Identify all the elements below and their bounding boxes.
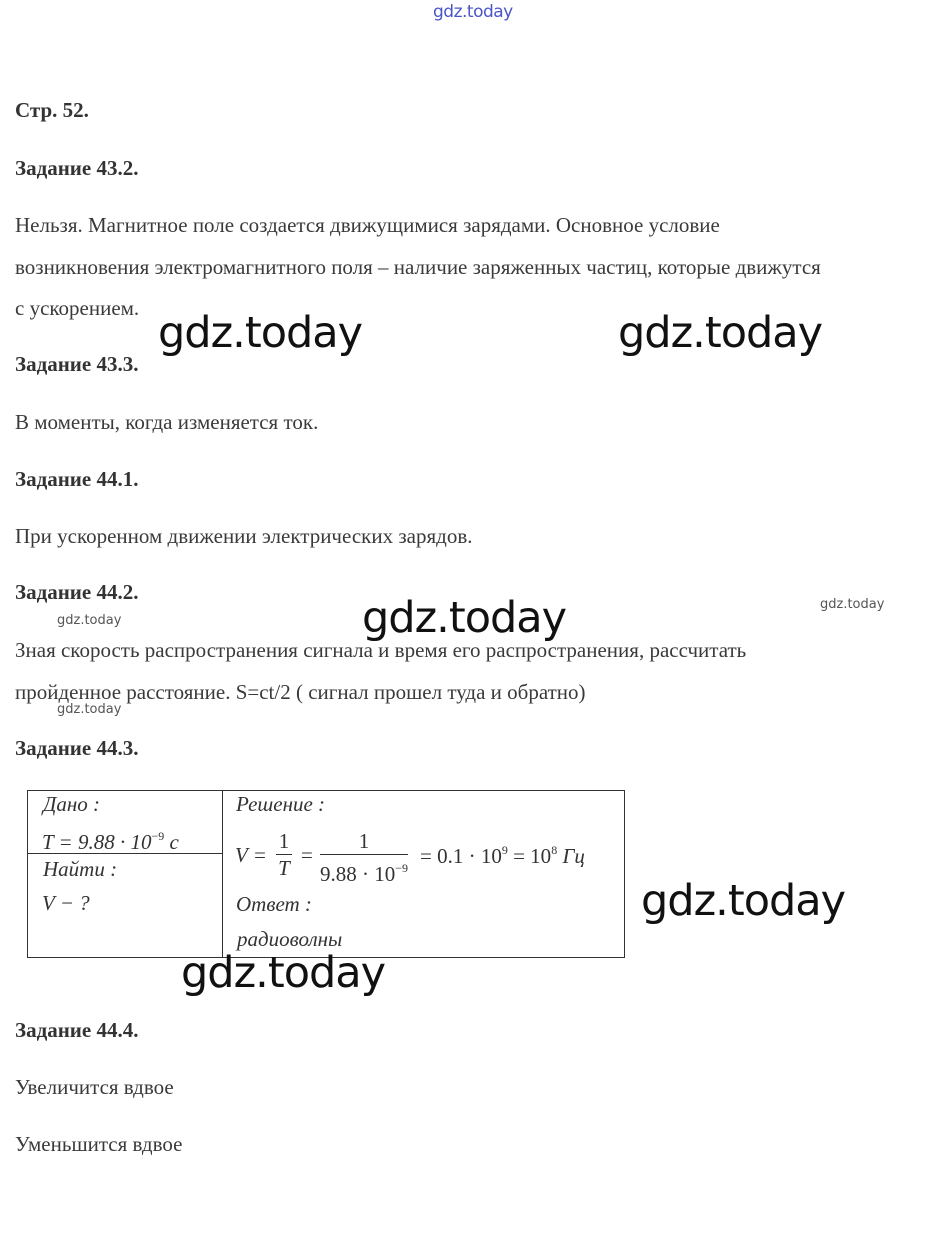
given-lhs: T = 9.88 · 10: [42, 830, 152, 854]
formula-result: [420, 843, 585, 869]
result-a: = 0.1 · 10: [420, 844, 502, 868]
table-divider-vertical: [222, 791, 223, 957]
task-44-4-line-2: Уменьшится вдвое: [15, 1132, 183, 1156]
find-value: V − ?: [42, 891, 90, 915]
fraction-1: [276, 829, 292, 880]
task-44-2-line-2: пройденное расстояние. S=ct/2 ( сигнал прошел туда и обратно): [15, 680, 586, 704]
watermark-big-1: gdz.today: [158, 308, 363, 358]
watermark-big-4: gdz.today: [641, 876, 846, 926]
task-title-44-1: Задание 44.1.: [15, 467, 139, 491]
solution-table: [27, 790, 625, 958]
task-43-2-line-2: возникновения электромагнитного поля – наличие заряженных частиц, которые движутся: [15, 255, 821, 279]
watermark-big-5: gdz.today: [181, 948, 386, 998]
given-exponent: −9: [151, 829, 165, 843]
task-44-2-line-1: Зная скорость распространения сигнала и время его распространения, рассчитать: [15, 638, 747, 662]
task-title-44-4: Задание 44.4.: [15, 1018, 139, 1042]
fraction-2-den-exponent: −9: [395, 861, 409, 875]
task-43-2-line-3: с ускорением.: [15, 296, 140, 320]
result-a-exponent: 9: [501, 843, 508, 857]
task-title-43-3: Задание 43.3.: [15, 352, 139, 376]
solution-label: Решение :: [236, 792, 326, 816]
given-label: Дано :: [43, 792, 101, 816]
answer-value: радиоволны: [237, 927, 343, 951]
task-44-1-line-1: При ускоренном движении электрических зарядов.: [15, 524, 473, 548]
task-43-3-line-1: В моменты, когда изменяется ток.: [15, 410, 319, 434]
task-43-2-line-1: Нельзя. Магнитное поле создается движущимися зарядами. Основное условие: [15, 213, 720, 237]
answer-label: Ответ :: [236, 892, 312, 916]
given-value: [42, 829, 179, 855]
fraction-2-den-base: 9.88 · 10: [320, 862, 396, 886]
watermark-big-2: gdz.today: [618, 308, 823, 358]
fraction-1-denominator: T: [278, 856, 290, 880]
formula-lhs: V =: [235, 843, 267, 867]
result-b-exponent: 8: [551, 843, 558, 857]
task-44-4-line-1: Увеличится вдвое: [15, 1075, 174, 1099]
fraction-1-numerator: 1: [278, 829, 290, 853]
fraction-2-denominator: [320, 856, 408, 886]
result-unit: Гц: [557, 844, 585, 868]
task-title-43-2: Задание 43.2.: [15, 156, 139, 180]
top-watermark: gdz.today: [433, 2, 513, 22]
fraction-2-numerator: 1: [358, 829, 370, 853]
result-b: = 10: [507, 844, 552, 868]
find-label: Найти :: [43, 857, 118, 881]
task-title-44-2: Задание 44.2.: [15, 580, 139, 604]
watermark-small-1: gdz.today: [57, 613, 122, 628]
watermark-big-3: gdz.today: [362, 593, 567, 643]
task-title-44-3: Задание 44.3.: [15, 736, 139, 760]
given-unit: c: [164, 830, 179, 854]
page-label: Стр. 52.: [15, 98, 89, 122]
fraction-2: [320, 829, 408, 886]
watermark-small-2: gdz.today: [820, 597, 885, 612]
equals-sign: =: [301, 843, 313, 867]
watermark-small-3: gdz.today: [57, 702, 122, 717]
